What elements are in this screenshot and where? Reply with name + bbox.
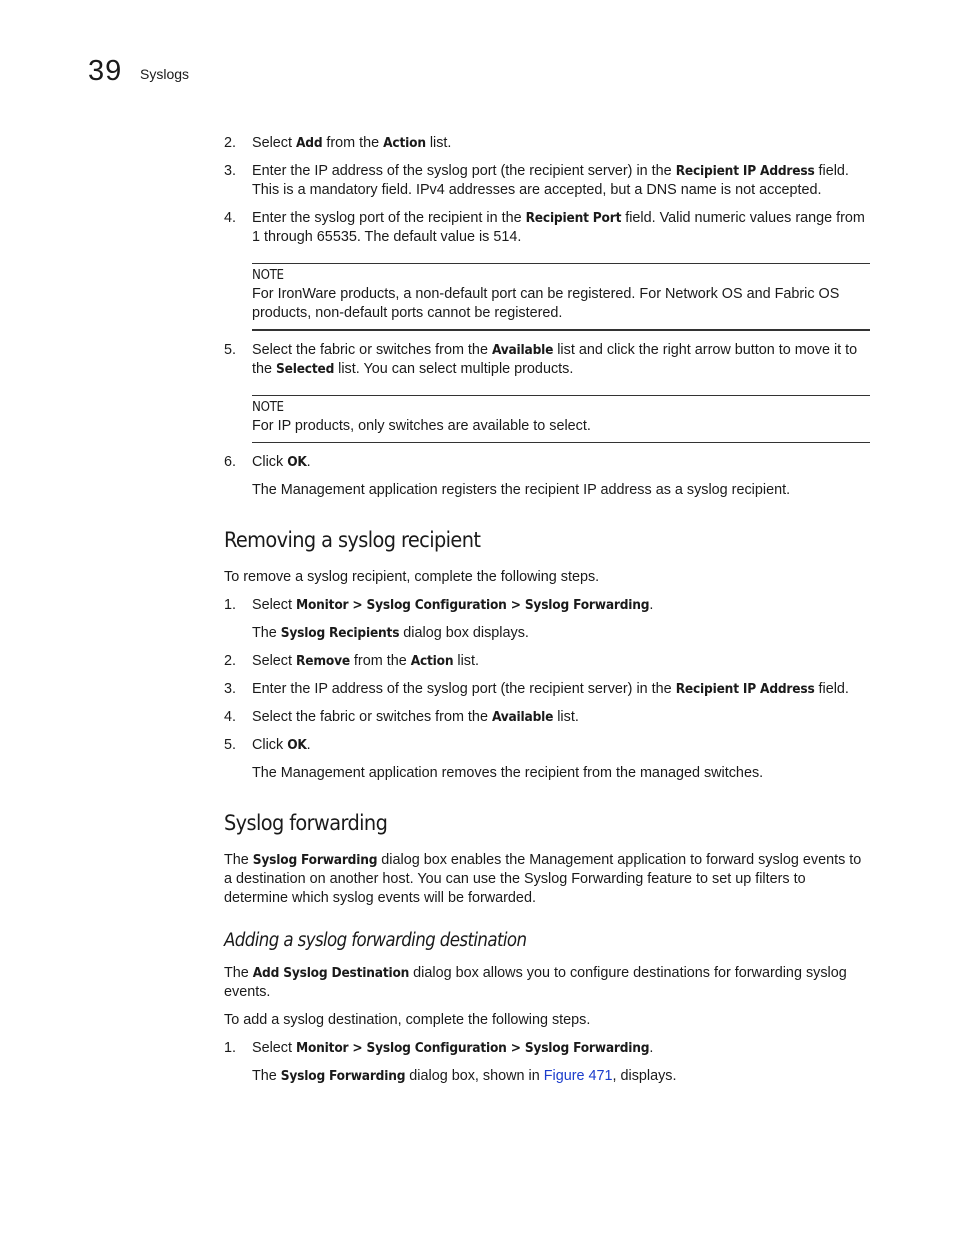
figure-link[interactable]: Figure 471 <box>543 1068 613 1084</box>
step-number: 1. <box>224 1040 237 1056</box>
step-text: field. Valid numeric values range from 1 through 65535. The default value is 514. <box>252 210 865 245</box>
step-text: Select <box>252 597 296 613</box>
step-text: The <box>252 1068 281 1084</box>
step-number: 3. <box>224 163 237 179</box>
ui-term: Monitor > Syslog Configuration > Syslog Forwarding <box>296 1040 650 1056</box>
body-text: dialog box enables the Management application to forward syslog events to a destination on another host. You can use the Syslog Forwarding feature to set up filters to determine which syslog events will be forwarded. <box>224 852 862 906</box>
note-label: NOTE <box>252 400 284 415</box>
step-number: 5. <box>224 342 237 358</box>
step-text: list. <box>453 653 479 669</box>
list-item <box>224 1039 872 1058</box>
list-item <box>224 708 872 727</box>
subsection-heading: Adding a syslog forwarding destination <box>224 930 527 951</box>
step-text: list and click the right arrow button to move it to the <box>252 342 858 377</box>
page-body <box>224 134 872 1095</box>
list-item <box>224 134 872 153</box>
step-text: . <box>306 454 311 470</box>
step-text: Click <box>252 737 288 753</box>
step-text: from the <box>349 653 411 669</box>
ui-term: Remove <box>296 653 350 669</box>
step-text: Select <box>252 653 296 669</box>
step-result: The Management application removes the recipient from the managed switches. <box>252 765 764 781</box>
step-result <box>224 624 872 643</box>
ui-term: Syslog Forwarding <box>280 1068 406 1084</box>
ui-term: Action <box>383 135 426 151</box>
list-item <box>224 453 872 472</box>
step-text: dialog box, shown in <box>405 1068 544 1084</box>
ui-term: Add <box>296 135 323 151</box>
step-text: , displays. <box>612 1068 677 1084</box>
ui-term: Action <box>410 653 454 669</box>
ui-term: OK <box>287 454 307 470</box>
step-number: 1. <box>224 597 237 613</box>
ui-term: Recipient IP Address <box>675 681 815 697</box>
ui-term: Syslog Recipients <box>280 625 400 641</box>
step-text: Select <box>252 135 296 151</box>
note-label: NOTE <box>252 268 284 283</box>
step-text: field. <box>814 681 849 697</box>
body-text: The <box>224 965 253 981</box>
step-number: 6. <box>224 454 237 470</box>
step-text: from the <box>322 135 384 151</box>
step-text: Select <box>252 1040 296 1056</box>
step-result <box>224 1067 872 1086</box>
ui-term: Selected <box>276 361 335 377</box>
step-text: Click <box>252 454 288 470</box>
section-intro: To add a syslog destination, complete the following steps. <box>224 1012 591 1028</box>
chapter-title: Syslogs <box>140 66 190 82</box>
ui-term: Recipient Port <box>525 210 622 226</box>
step-text: list. <box>425 135 452 151</box>
step-text: The <box>252 625 281 641</box>
step-number: 4. <box>224 210 237 226</box>
list-item <box>224 341 872 379</box>
step-text: Select the fabric or switches from the <box>252 342 492 358</box>
step-text: list. You can select multiple products. <box>334 361 574 377</box>
note-text: For IronWare products, a non-default port can be registered. For Network OS and Fabric OS products, non-default ports cannot be registered. <box>252 286 840 321</box>
list-item <box>224 596 872 615</box>
chapter-number: 39 <box>88 55 123 87</box>
note-box <box>252 263 870 331</box>
ui-term: Available <box>491 342 554 358</box>
body-text: The <box>224 852 253 868</box>
ui-term: Syslog Forwarding <box>252 852 378 868</box>
list-item <box>224 680 872 699</box>
step-text: Enter the IP address of the syslog port (the recipient server) in the <box>252 163 676 179</box>
ui-term: Monitor > Syslog Configuration > Syslog Forwarding <box>296 597 650 613</box>
section-heading: Removing a syslog recipient <box>224 528 481 553</box>
step-text: Enter the IP address of the syslog port (the recipient server) in the <box>252 681 676 697</box>
ui-term: Recipient IP Address <box>675 163 815 179</box>
step-result: The Management application registers the recipient IP address as a syslog recipient. <box>252 482 791 498</box>
section-intro: To remove a syslog recipient, complete the following steps. <box>224 569 600 585</box>
step-text: . <box>649 1040 654 1056</box>
step-number: 2. <box>224 135 237 151</box>
step-number: 4. <box>224 709 237 725</box>
section-intro <box>224 851 872 908</box>
step-text: Enter the syslog port of the recipient in the <box>252 210 526 226</box>
step-text: . <box>306 737 311 753</box>
step-text: . <box>649 597 654 613</box>
step-text: dialog box displays. <box>399 625 529 641</box>
body-text: dialog box allows you to configure destinations for forwarding syslog events. <box>224 965 847 1000</box>
list-item <box>224 162 872 200</box>
section-intro <box>224 964 872 1002</box>
step-text: field. This is a mandatory field. IPv4 addresses are accepted, but a DNS name is not accepted. <box>252 163 849 198</box>
note-text: For IP products, only switches are available to select. <box>252 418 591 434</box>
step-text: list. <box>553 709 579 725</box>
step-number: 2. <box>224 653 237 669</box>
step-text: Select the fabric or switches from the <box>252 709 492 725</box>
note-box <box>252 395 870 443</box>
list-item <box>224 736 872 755</box>
step-number: 5. <box>224 737 237 753</box>
list-item <box>224 652 872 671</box>
ui-term: Available <box>491 709 554 725</box>
list-item <box>224 209 872 247</box>
ui-term: Add Syslog Destination <box>252 965 410 981</box>
ui-term: OK <box>287 737 307 753</box>
section-heading: Syslog forwarding <box>224 811 388 836</box>
step-number: 3. <box>224 681 237 697</box>
